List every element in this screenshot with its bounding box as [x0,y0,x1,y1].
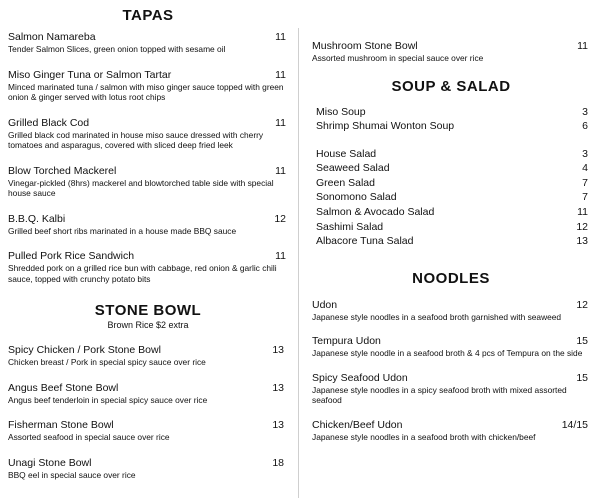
item-description: Japanese style noodles in a seafood broth garnished with seaweed [312,311,562,322]
item-price: 14/15 [561,418,588,431]
item-name: Fisherman Stone Bowl [8,419,114,431]
salad-list [312,148,590,250]
left-column [8,0,288,480]
right-column [312,0,590,442]
item-price: 3 [582,105,588,118]
item-name: Udon [312,298,338,311]
stone-bowl-subtitle: Brown Rice $2 extra [107,320,189,330]
noodles-heading: NOODLES [412,269,490,287]
item-price: 11 [275,250,286,262]
item-description: Grilled black cod marinated in house miso sauce dressed with cherry tomatoes and asparagus, covered with sliced deep fried leek [8,129,264,150]
item-price: 15 [576,371,588,384]
menu-item [8,165,288,199]
menu-item [8,69,288,103]
menu-item [8,344,288,368]
column-divider [298,28,299,498]
list-item [316,162,590,177]
menu-item [8,419,288,443]
item-name: Blow Torched Mackerel [8,164,117,177]
item-description: Japanese style noodles in a seafood broth with chicken/beef [312,431,536,442]
item-price: 11 [275,68,286,81]
menu-item [8,250,288,284]
item-price: 18 [272,456,284,469]
item-name: Grilled Black Cod [8,116,90,129]
item-description: Shredded pork on a grilled rice bun with cabbage, red onion & garlic chili sauce, topped with crunchy potato bits [8,263,277,284]
item-price: 13 [272,381,284,394]
soup-list [312,106,590,135]
list-item [316,120,590,135]
item-name: Miso Ginger Tuna or Salmon Tartar [8,68,172,81]
menu-item [312,335,590,359]
item-description: Grilled beef short ribs marinated in a house made BBQ sauce [8,225,237,236]
item-price: 6 [582,120,588,133]
menu-item [312,40,590,64]
item-name: Shrimp Shumai Wonton Soup [316,120,455,133]
list-item [316,206,590,221]
item-name: House Salad [316,147,377,160]
stone-bowl-heading: STONE BOWL [94,302,202,319]
item-price: 15 [576,335,588,348]
item-name: Miso Soup [316,105,366,118]
item-description: Japanese style noodle in a seafood broth & 4 pcs of Tempura on the side [312,348,583,359]
item-description: Chicken breast / Pork in special spicy sauce over rice [8,357,206,367]
menu-item [8,382,288,406]
item-name: Sashimi Salad [316,220,384,233]
item-name: Salmon & Avocado Salad [316,206,435,219]
item-description: Japanese style noodles in a spicy seafood broth with mixed assorted seafood [312,384,567,406]
item-description: Angus beef tenderloin in special spicy sauce over rice [8,394,208,405]
item-description: Tender Salmon Slices, green onion topped with sesame oil [8,44,226,54]
item-description: Vinegar-pickled (8hrs) mackerel and blowtorched table side with special house sauce [8,177,274,198]
item-name: Albacore Tuna Salad [316,235,414,248]
item-price: 3 [582,147,588,160]
item-description: Minced marinated tuna / salmon with miso ginger sauce topped with green onion & ginger served with lotus root chips [8,81,284,102]
item-description: Assorted mushroom in special sauce over rice [312,53,484,63]
menu-item [8,213,288,237]
item-name: Chicken/Beef Udon [312,418,403,431]
item-price: 11 [275,164,286,177]
item-name: Seaweed Salad [316,162,390,175]
item-price: 13 [272,344,284,356]
item-name: B.B.Q. Kalbi [8,212,66,225]
item-description: Assorted seafood in special sauce over rice [8,432,170,442]
item-description: BBQ eel in special sauce over rice [8,469,136,480]
item-name: Spicy Chicken / Pork Stone Bowl [8,344,161,356]
item-price: 12 [576,298,588,311]
menu-item [8,31,288,55]
item-name: Angus Beef Stone Bowl [8,381,119,394]
item-price: 11 [275,31,286,43]
menu-item [312,299,590,323]
item-name: Green Salad [316,176,375,189]
list-item [316,191,590,206]
menu-item [8,457,288,481]
tapas-heading: TAPAS [122,7,174,24]
list-item [316,221,590,236]
item-price: 11 [275,116,286,129]
list-item [316,235,590,250]
item-price: 7 [582,191,588,204]
list-item [316,177,590,192]
item-price: 13 [272,419,284,431]
item-price: 12 [274,212,286,225]
item-name: Salmon Namareba [8,31,96,43]
item-price: 13 [576,235,588,248]
item-name: Pulled Pork Rice Sandwich [8,250,135,262]
menu-item [312,419,590,443]
menu-item [312,372,590,406]
item-name: Mushroom Stone Bowl [312,40,418,52]
item-name: Spicy Seafood Udon [312,371,408,384]
item-name: Tempura Udon [312,335,381,348]
item-price: 11 [577,40,588,52]
item-name: Sonomono Salad [316,191,397,204]
list-item [316,106,590,121]
list-item [316,148,590,163]
menu-item [8,117,288,151]
item-price: 11 [577,206,588,219]
item-price: 4 [582,162,588,175]
item-price: 7 [582,176,588,189]
item-name: Unagi Stone Bowl [8,456,92,469]
item-price: 12 [576,220,588,233]
soup-salad-heading: SOUP & SALAD [391,77,511,95]
